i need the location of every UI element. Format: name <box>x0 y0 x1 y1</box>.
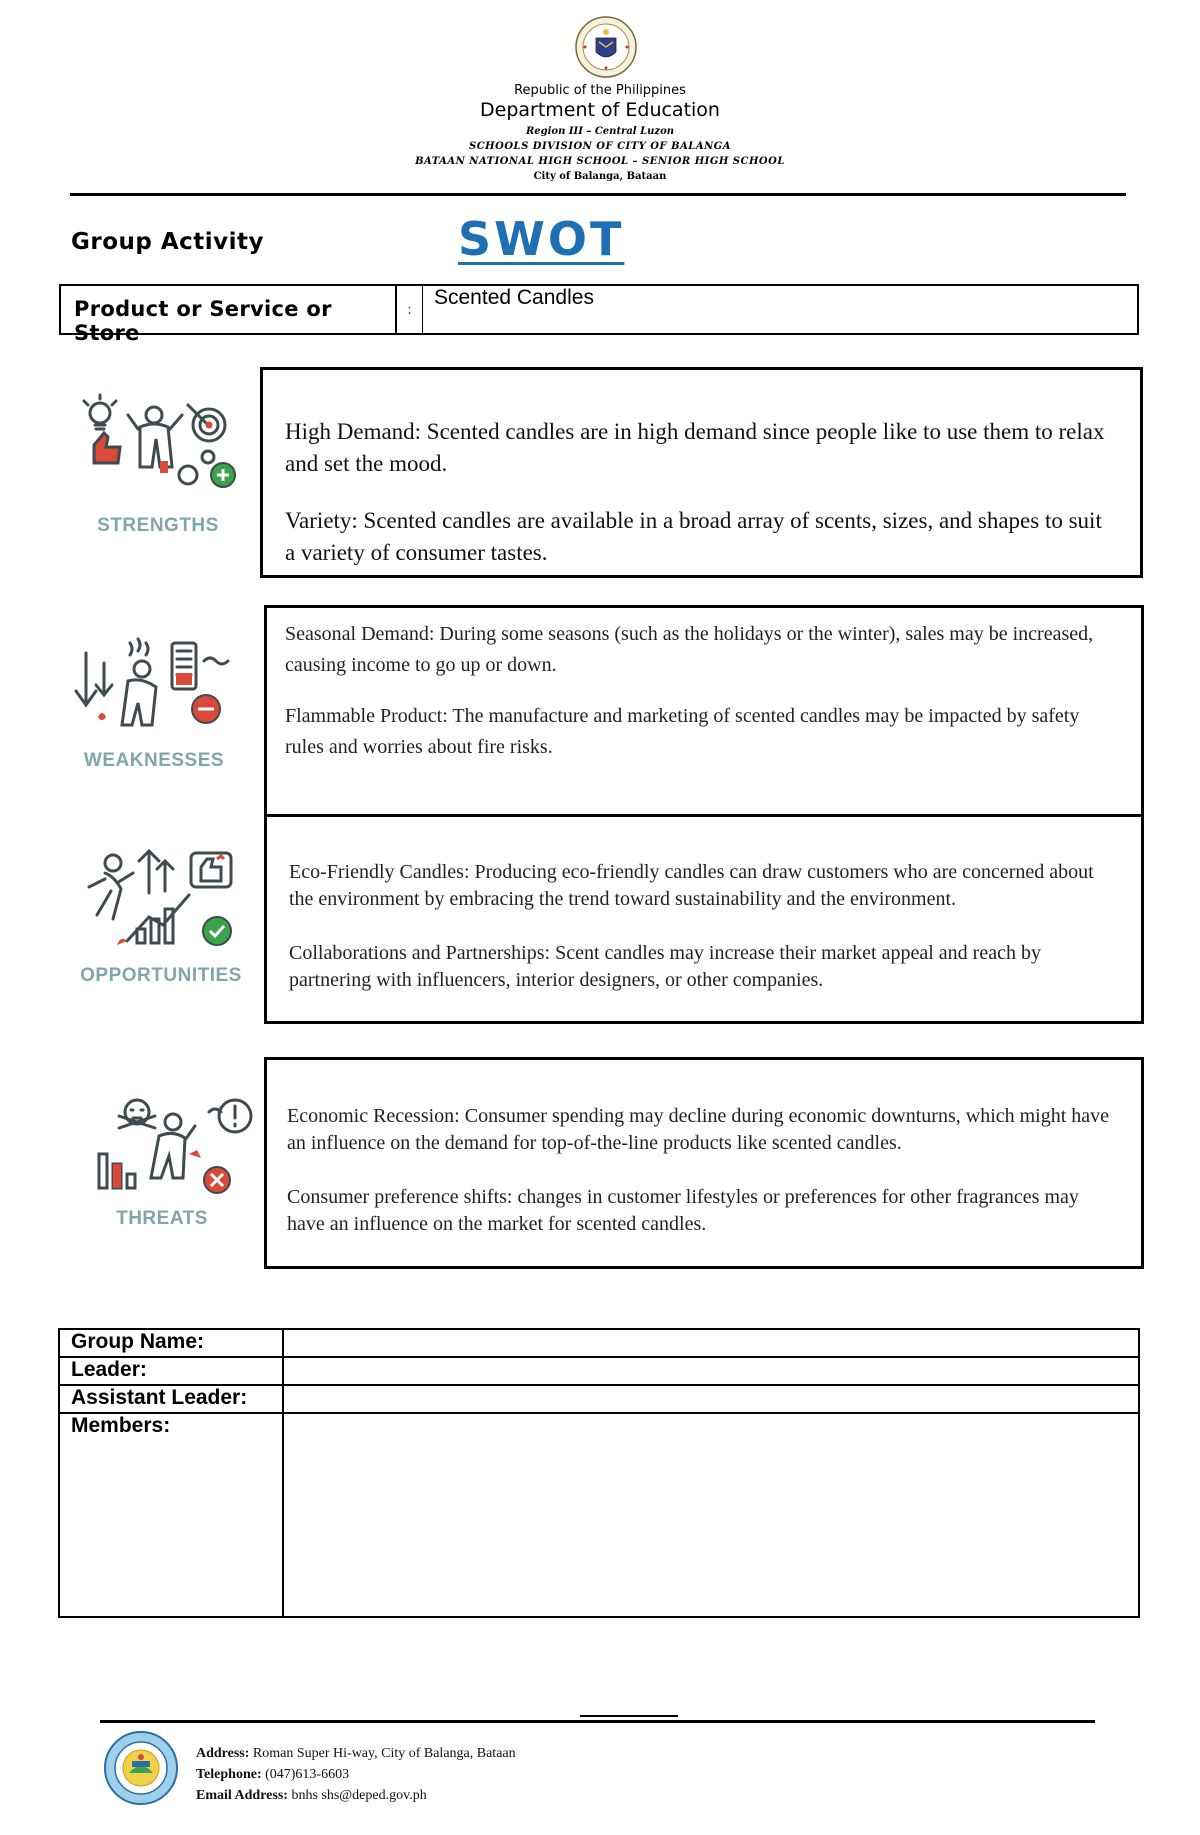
weakness-item: Flammable Product: The manufacture and marketing of scented candles may be impacted by safety rules and worries about fire risks. <box>285 705 1080 758</box>
product-colon: : <box>397 284 423 335</box>
leader-field[interactable] <box>283 1357 1139 1385</box>
table-row <box>59 1329 1139 1357</box>
email-value[interactable]: bnhs shs@deped.gov.ph <box>291 1788 427 1803</box>
threats-illustration-icon <box>89 1092 254 1202</box>
assistant-leader-field[interactable] <box>283 1385 1139 1413</box>
header-republic: Republic of the Philippines <box>514 83 686 98</box>
address-value: Roman Super Hi-way, City of Balanga, Bataan <box>252 1746 516 1761</box>
footer-address <box>196 1746 516 1762</box>
product-value[interactable]: Scented Candles <box>434 286 594 309</box>
group-name-label: Group Name: <box>59 1329 283 1357</box>
header-department: Department of Education <box>480 99 720 121</box>
opportunities-label: OPPORTUNITIES <box>80 965 242 986</box>
leader-label: Leader: <box>59 1357 283 1385</box>
page-title: SWOT <box>458 212 625 266</box>
strengths-illustration-icon <box>76 393 241 503</box>
members-field[interactable] <box>283 1413 1139 1617</box>
opportunities-illustration-icon <box>77 845 242 955</box>
weaknesses-box <box>264 605 1144 817</box>
header-region: Region III – Central Luzon <box>525 126 675 137</box>
threats-box <box>264 1057 1144 1269</box>
header-city: City of Balanga, Bataan <box>533 171 667 182</box>
weakness-item: Seasonal Demand: During some seasons (such as the holidays or the winter), sales may be increased, causing income to go up or down. <box>285 623 1094 676</box>
table-row <box>59 1413 1139 1617</box>
telephone-label: Telephone: <box>196 1767 262 1782</box>
school-seal-icon <box>104 1731 178 1805</box>
footer-email <box>196 1788 427 1804</box>
threat-item: Economic Recession: Consumer spending may decline during economic downturns, which might have an influence on the demand for top-of-the-line products like scented candles. <box>287 1105 1110 1154</box>
opportunity-item: Eco-Friendly Candles: Producing eco-friendly candles can draw customers who are concerned about the environment by embracing the trend toward sustainability and the environment. <box>289 861 1094 910</box>
strengths-box <box>260 367 1143 578</box>
telephone-value: (047)613-6603 <box>265 1767 350 1782</box>
members-label: Members: <box>59 1413 283 1617</box>
address-label: Address: <box>196 1746 250 1761</box>
opportunity-item: Collaborations and Partnerships: Scent candles may increase their market appeal and reach by partnering with influencers, interior designers, or other companies. <box>289 942 1041 991</box>
strength-item: High Demand: Scented candles are in high demand since people like to use them to relax and set the mood. <box>285 419 1105 476</box>
threat-item: Consumer preference shifts: changes in customer lifestyles or preferences for other fragrances may have an influence on the market for scented candles. <box>287 1186 1079 1235</box>
deped-seal-icon <box>575 16 637 78</box>
footer-divider-mark <box>580 1715 678 1717</box>
email-label: Email Address: <box>196 1788 288 1803</box>
weaknesses-label: WEAKNESSES <box>83 750 225 771</box>
threats-label: THREATS <box>116 1208 208 1229</box>
assistant-leader-label: Assistant Leader: <box>59 1385 283 1413</box>
table-row <box>59 1357 1139 1385</box>
product-label: Product or Service or Store <box>59 284 397 335</box>
table-row <box>59 1385 1139 1413</box>
weaknesses-illustration-icon <box>76 633 241 743</box>
header-divider <box>70 193 1126 196</box>
activity-label: Group Activity <box>71 229 265 255</box>
opportunities-box <box>264 814 1144 1024</box>
header-division: SCHOOLS DIVISION OF CITY OF BALANGA <box>468 141 732 152</box>
strength-item: Variety: Scented candles are available in a broad array of scents, sizes, and shapes to suit a variety of consumer tastes. <box>285 508 1102 565</box>
footer-telephone <box>196 1767 349 1783</box>
header-school: BATAAN NATIONAL HIGH SCHOOL – SENIOR HIGH SCHOOL <box>415 156 785 167</box>
group-info-table <box>58 1328 1140 1618</box>
footer-divider <box>100 1720 1095 1723</box>
strengths-label: STRENGTHS <box>97 515 219 536</box>
group-name-field[interactable] <box>283 1329 1139 1357</box>
